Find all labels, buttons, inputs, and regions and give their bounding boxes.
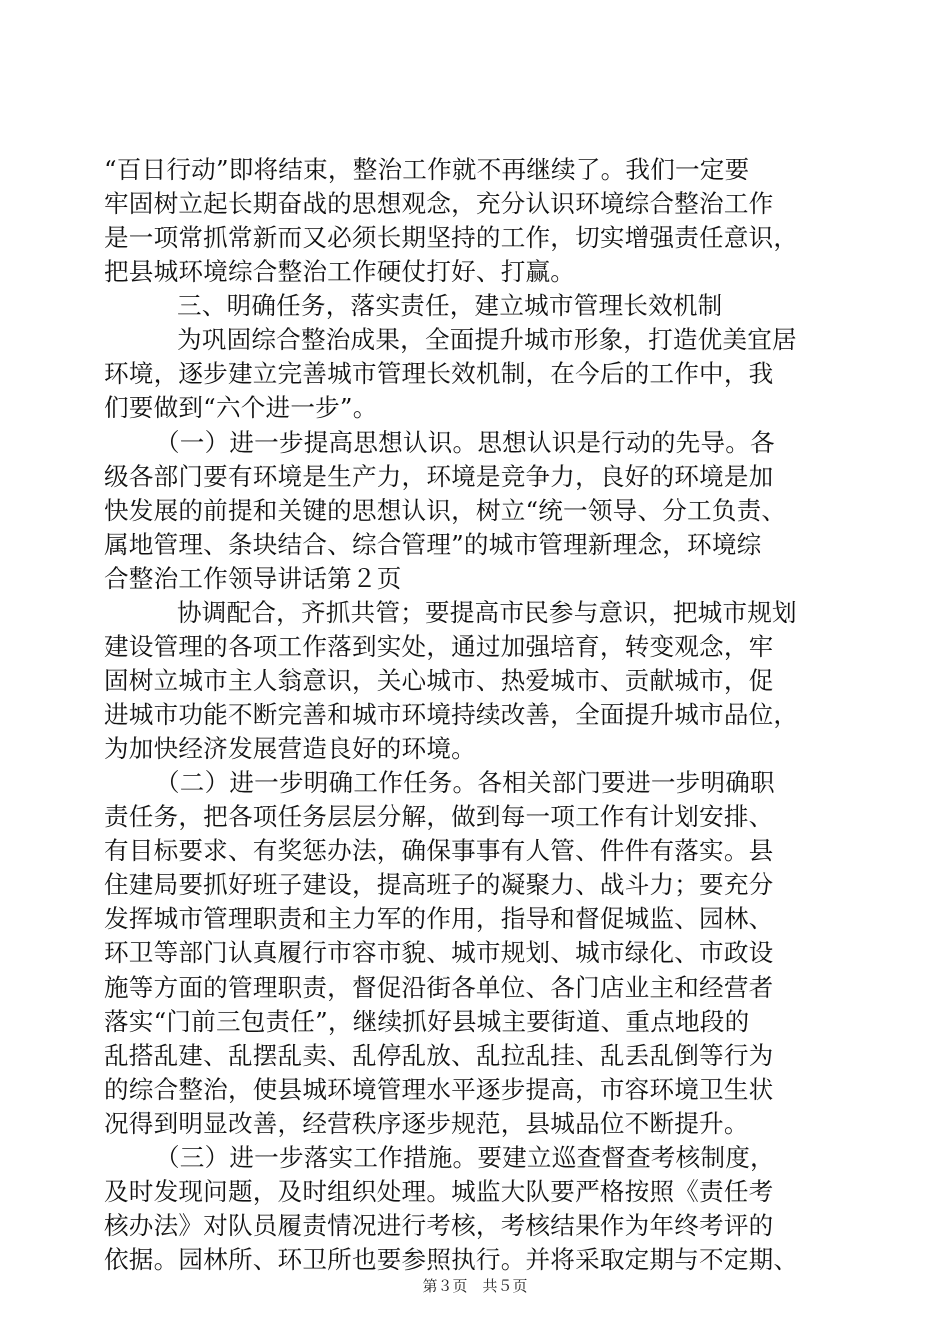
text-line: 环境，逐步建立完善城市管理长效机制，在今后的工作中，我 <box>104 359 774 388</box>
text-line: （二）进一步明确工作任务。各相关部门要进一步明确职 <box>155 768 775 797</box>
text-line: 属地管理、条块结合、综合管理”的城市管理新理念，环境综 <box>104 530 762 559</box>
text-line: 们要做到“六个进一步”。 <box>104 393 378 422</box>
text-line: 固树立城市主人翁意识，关心城市、热爱城市、贡献城市，促 <box>104 666 774 695</box>
text-line: 环卫等部门认真履行市容市貌、城市规划、城市绿化、市政设 <box>104 938 774 967</box>
text-line: 进城市功能不断完善和城市环境持续改善，全面提升城市品位， <box>104 700 799 729</box>
text-line: 牢固树立起长期奋战的思想观念，充分认识环境综合整治工作 <box>104 189 774 218</box>
text-line: 协调配合，齐抓共管；要提高市民参与意识，把城市规划 <box>177 598 797 627</box>
text-line: 乱搭乱建、乱摆乱卖、乱停乱放、乱拉乱挂、乱丢乱倒等行为 <box>104 1041 774 1070</box>
section-heading: 三、明确任务，落实责任，建立城市管理长效机制 <box>177 291 723 320</box>
text-line: 施等方面的管理职责，督促沿街各单位、各门店业主和经营者 <box>104 973 774 1002</box>
text-line: 发挥城市管理职责和主力军的作用，指导和督促城监、园林、 <box>104 904 774 933</box>
text-line: 核办法》对队员履责情况进行考核，考核结果作为年终考评的 <box>104 1211 774 1240</box>
text-line: 级各部门要有环境是生产力，环境是竞争力，良好的环境是加 <box>104 462 774 491</box>
page-number: 第３页 共５页 <box>422 1277 528 1295</box>
text-line: 况得到明显改善，经营秩序逐步规范，县城品位不断提升。 <box>104 1109 749 1138</box>
text-line: 建设管理的各项工作落到实处，通过加强培育，转变观念，牢 <box>104 632 774 661</box>
text-line: 是一项常抓常新而又必须长期坚持的工作，切实增强责任意识， <box>104 223 799 252</box>
text-line: “百日行动”即将结束，整治工作就不再继续了。我们一定要 <box>104 155 750 184</box>
text-line: （三）进一步落实工作措施。要建立巡查督查考核制度， <box>155 1143 775 1172</box>
text-line: 落实“门前三包责任”，继续抓好县城主要街道、重点地段的 <box>104 1007 750 1036</box>
text-line: 快发展的前提和关键的思想认识，树立“统一领导、分工负责、 <box>104 496 787 525</box>
text-line: 及时发现问题，及时组织处理。城监大队要严格按照《责任考 <box>104 1177 774 1206</box>
text-line: 为巩固综合整治成果，全面提升城市形象，打造优美宜居 <box>177 325 797 354</box>
text-line: 合整治工作领导讲话第２页 <box>104 564 402 593</box>
text-line: 有目标要求、有奖惩办法，确保事事有人管、件件有落实。县 <box>104 836 774 865</box>
text-line: 责任务，把各项任务层层分解，做到每一项工作有计划安排、 <box>104 802 774 831</box>
text-line: 的综合整治，使县城环境管理水平逐步提高，市容环境卫生状 <box>104 1075 774 1104</box>
text-line: 住建局要抓好班子建设，提高班子的凝聚力、战斗力；要充分 <box>104 870 774 899</box>
text-line: 为加快经济发展营造良好的环境。 <box>104 734 476 763</box>
text-line: （一）进一步提高思想认识。思想认识是行动的先导。各 <box>155 428 775 457</box>
text-line: 依据。园林所、环卫所也要参照执行。并将采取定期与不定期、 <box>104 1245 799 1274</box>
text-line: 把县城环境综合整治工作硬仗打好、打赢。 <box>104 257 576 286</box>
